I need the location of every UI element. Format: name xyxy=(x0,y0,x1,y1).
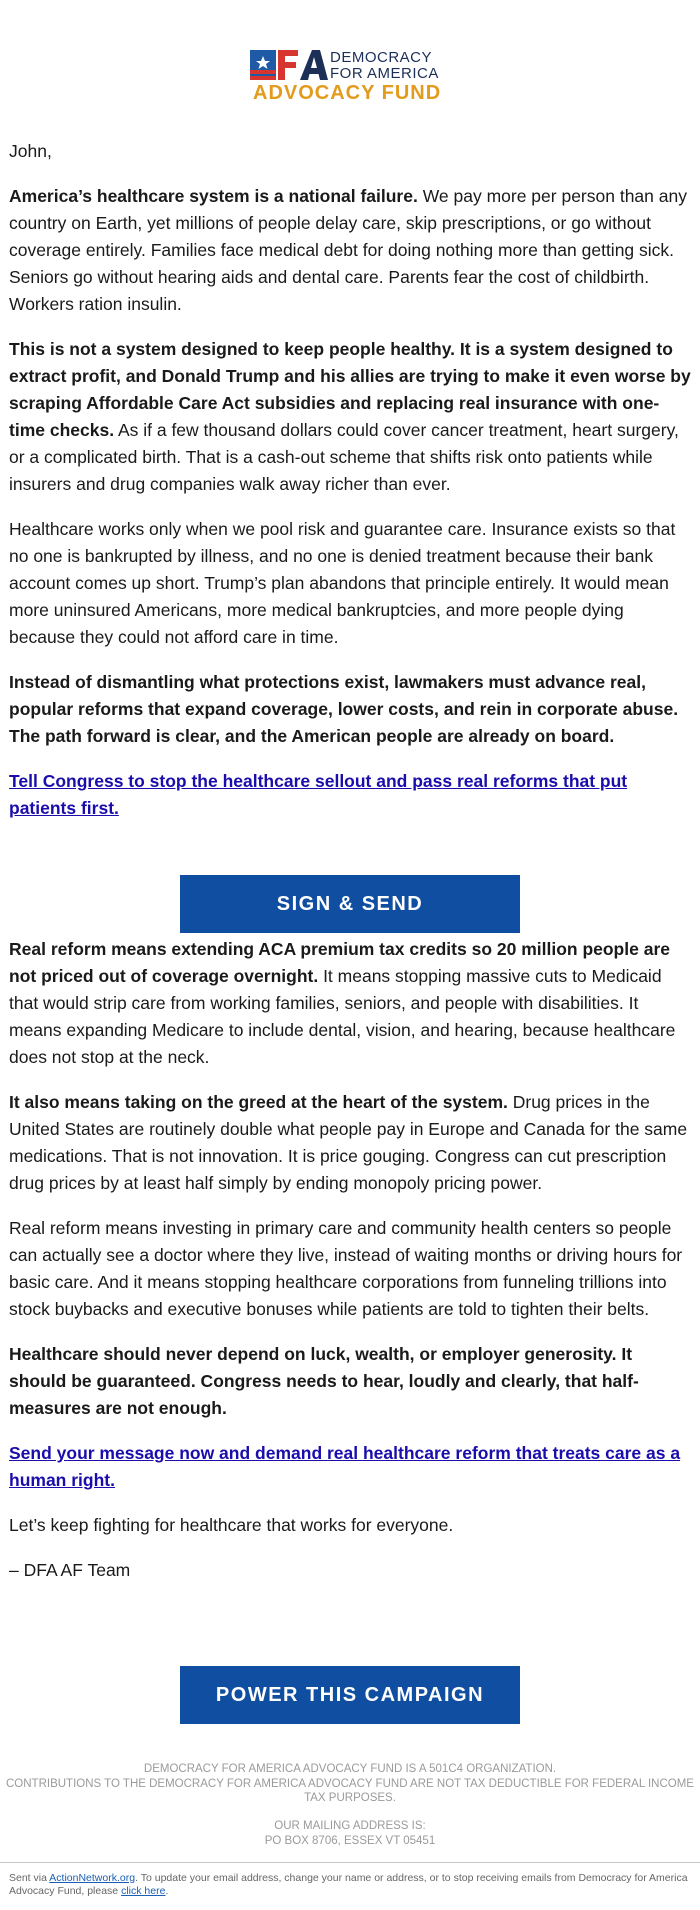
paragraph-2-text: As if a few thousand dollars could cover cancer treatment, heart surgery, or a complicated birth. That is a cash-out scheme that shifts risk onto patients while insurers and drug companies walk away richer than ever. xyxy=(9,420,679,494)
sent-via-prefix: Sent via xyxy=(9,1872,50,1884)
paragraph-6-text: Drug prices in the United States are routinely double what people pay in Europe and Canada for the same medications. That is not innovation. It is price gouging. Congress can cut prescription drug prices by at least half simply by ending monopoly pricing power. xyxy=(9,1092,688,1193)
unsubscribe-click-here-link[interactable]: click here xyxy=(121,1885,166,1897)
sent-via-suffix: . xyxy=(165,1885,169,1897)
paragraph-5 xyxy=(9,936,691,1071)
sent-via-notice xyxy=(9,1872,691,1898)
closing-line: Let’s keep fighting for healthcare that works for everyone. xyxy=(9,1515,454,1535)
footer-address xyxy=(0,1819,700,1848)
paragraph-7: Real reform means investing in primary care and community health centers so people can actually see a doctor where they live, instead of waiting months or driving hours for basic care. And it means stopping healthcare corporations from funneling trillions into stock buybacks and executive bonuses while patients are told to tighten their belts. xyxy=(9,1218,683,1319)
paragraph-2-bold: This is not a system designed to keep people healthy. It is a system designed to extract profit, and Donald Trump and his allies are trying to make it even worse by scraping Affordable Care Act subsidies and replacing real insurance with one-time checks. xyxy=(9,339,691,440)
footer-disclaimer xyxy=(0,1762,700,1806)
greeting: John, xyxy=(9,141,52,161)
footer-line-2: CONTRIBUTIONS TO THE DEMOCRACY FOR AMERICA ADVOCACY FUND ARE NOT TAX DEDUCTIBLE FOR FEDERAL INCOME TAX PURPOSES. xyxy=(6,1777,694,1804)
email-body xyxy=(9,138,691,1602)
paragraph-1 xyxy=(9,183,691,318)
footer-divider xyxy=(0,1862,700,1863)
cta-link-2-wrap xyxy=(9,1440,691,1494)
power-this-campaign-button[interactable]: POWER THIS CAMPAIGN xyxy=(180,1666,520,1724)
signoff: – DFA AF Team xyxy=(9,1560,131,1580)
paragraph-3: Healthcare works only when we pool risk and guarantee care. Insurance exists so that no one is bankrupted by illness, and no one is denied treatment because their bank account comes up short. Trump’s plan abandons that principle entirely. It would mean more uninsured Americans, more medical bankruptcies, and more people dying because they could not afford care in time. xyxy=(9,519,676,647)
sent-via-middle: . To update your email address, change your name or address, or to stop receiving emails from Democracy for America Advocacy Fund, please xyxy=(9,1872,688,1897)
footer-line-1: DEMOCRACY FOR AMERICA ADVOCACY FUND IS A 501C4 ORGANIZATION. xyxy=(143,1763,557,1775)
paragraph-8: Healthcare should never depend on luck, wealth, or employer generosity. It should be guaranteed. Congress needs to hear, loudly and clearly, that half-measures are not enough. xyxy=(9,1344,639,1418)
tell-congress-link[interactable]: Tell Congress to stop the healthcare sellout and pass real reforms that put patients first. xyxy=(9,771,628,818)
paragraph-6 xyxy=(9,1089,691,1197)
logo-line-democracy: DEMOCRACY xyxy=(330,49,433,66)
footer-address-value: PO BOX 8706, ESSEX VT 05451 xyxy=(264,1834,436,1847)
paragraph-5-text: It means stopping massive cuts to Medicaid that would strip care from working families, seniors, and people with disabilities. It means expanding Medicare to include dental, vision, and hearing, because healthcare does not stop at the neck. xyxy=(9,966,676,1067)
paragraph-2 xyxy=(9,336,691,498)
paragraph-6-bold: It also means taking on the greed at the heart of the system. xyxy=(9,1092,508,1112)
paragraph-5-bold: Real reform means extending ACA premium tax credits so 20 million people are not priced out of coverage overnight. xyxy=(9,939,670,986)
paragraph-4: Instead of dismantling what protections exist, lawmakers must advance real, popular reforms that expand coverage, lower costs, and rein in corporate abuse. The path forward is clear, and the American people are already on board. xyxy=(9,672,679,746)
paragraph-1-text: We pay more per person than any country on Earth, yet millions of people delay care, skip prescriptions, or go without coverage entirely. Families face medical debt for doing nothing more than getting sick. Seniors go without hearing aids and dental care. Parents fear the cost of childbirth. Workers ration insulin. xyxy=(9,186,687,314)
send-message-link[interactable]: Send your message now and demand real healthcare reform that treats care as a human right. xyxy=(9,1443,681,1490)
logo-line-for-america: FOR AMERICA xyxy=(330,65,439,82)
paragraph-1-bold: America’s healthcare system is a national failure. xyxy=(9,186,418,206)
action-network-link[interactable]: ActionNetwork.org xyxy=(49,1872,136,1884)
sign-and-send-button[interactable]: SIGN & SEND xyxy=(180,875,520,933)
cta-link-1-wrap xyxy=(9,768,691,822)
dfa-logo xyxy=(250,48,450,104)
footer-address-label: OUR MAILING ADDRESS IS: xyxy=(274,1820,426,1832)
logo-line-advocacy-fund: ADVOCACY FUND xyxy=(253,82,442,104)
